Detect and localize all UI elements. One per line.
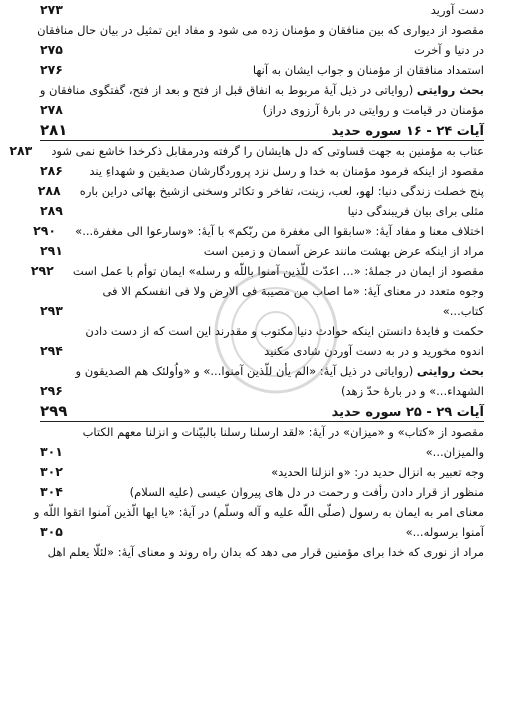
entry-body: آیات ۲۹ - ۲۵ سوره حدید xyxy=(331,405,484,420)
toc-entry xyxy=(40,422,484,442)
page-number: ۳۰۵ xyxy=(40,524,63,539)
page-number: ۲۸۱ xyxy=(40,121,68,139)
toc-entry xyxy=(40,40,484,60)
page-number: ۲۷۵ xyxy=(40,42,63,57)
entry-text xyxy=(82,381,484,401)
toc-entry xyxy=(40,201,484,221)
toc-entry xyxy=(37,181,484,201)
page-number: ۳۰۴ xyxy=(40,484,63,499)
entry-body: مؤمنان در قیامت و روایتی در بارهٔ آرزوی دراز) xyxy=(262,103,484,117)
toc-entry xyxy=(40,522,484,542)
entry-text xyxy=(51,141,484,161)
page-number: ۲۸۶ xyxy=(40,163,63,178)
entry-text xyxy=(48,542,484,562)
entry-text xyxy=(82,403,484,423)
entry-body: الشهداء...» و در بارهٔ حدّ زهد) xyxy=(341,384,484,398)
entry-body: حکمت و فایدهٔ دانستن اینکه حوادث دنیا مکتوب و مقدرند این است که از دست دادن xyxy=(85,324,484,338)
entry-body: وجه تعبیر به انزال حدید در: «و انزلنا الحدید» xyxy=(271,465,484,479)
toc-entry xyxy=(33,221,484,241)
section-heading xyxy=(40,401,484,422)
toc-entry xyxy=(40,321,484,341)
toc-entry xyxy=(40,482,484,502)
entry-text xyxy=(82,422,484,442)
entry-text xyxy=(82,201,484,221)
toc-entry xyxy=(40,462,484,482)
toc-entry xyxy=(40,281,484,301)
entry-text xyxy=(75,221,484,241)
entry-text xyxy=(82,301,484,321)
page-number: ۲۹۲ xyxy=(30,263,54,278)
toc-entry xyxy=(40,341,484,361)
page-number: ۲۸۸ xyxy=(37,183,61,198)
page-number: ۲۹۳ xyxy=(40,303,63,318)
toc-entry xyxy=(9,141,484,161)
entry-text xyxy=(82,462,484,482)
entry-body: آمنوا برسوله...» xyxy=(405,525,484,539)
entry-body: منظور از قرار دادن رأفت و رحمت در دل های پیروان عیسی (علیه السلام) xyxy=(129,485,484,499)
entry-body: مقصود از «کتاب» و «میزان» در آیهٔ: «لقد ارسلنا رسلنا بالبیّنات و انزلنا معهم الکتاب xyxy=(82,425,484,439)
toc-entry xyxy=(40,442,484,462)
entry-text xyxy=(82,482,484,502)
toc-entry xyxy=(40,301,484,321)
page-number: ۲۹۰ xyxy=(33,223,57,238)
entry-text xyxy=(82,442,484,462)
entry-body: مثلی برای بیان فریبندگی دنیا xyxy=(347,204,484,218)
entry-text xyxy=(82,341,484,361)
entry-text xyxy=(82,122,484,142)
toc-entry xyxy=(40,0,484,20)
entry-text xyxy=(73,261,484,281)
entry-body: (روایاتی در ذیل آیهٔ: «الم یأن للّذین آمنوا...» و «واُولئک هم الصدیقون و xyxy=(75,364,417,378)
toc-entry xyxy=(40,241,484,261)
page-number: ۲۹۶ xyxy=(40,383,63,398)
entry-body: وجوه متعدد در معنای آیهٔ: «ما اصاب من مصیبة فی الارض ولا فی انفسکم الا فی xyxy=(102,284,484,298)
entry-text xyxy=(82,522,484,542)
entry-lead: بحث روایتی xyxy=(416,83,484,97)
page-number: ۲۷۸ xyxy=(40,102,63,117)
entry-body: (روایاتی در ذیل آیهٔ مربوط به انفاق قبل از فتح و بعد از فتح، گفتگوی منافقان و xyxy=(39,83,417,97)
page-number: ۲۸۳ xyxy=(9,143,33,158)
entry-body: آیات ۲۴ - ۱۶ سوره حدید xyxy=(331,124,484,139)
entry-body: والمیزان...» xyxy=(425,445,484,459)
toc-entry xyxy=(33,502,484,522)
entry-body: مراد از نوری که خدا برای مؤمنین قرار می دهد که بدان راه روند و معنای آیهٔ: «لئلّا یعلم اهل xyxy=(47,545,484,559)
toc-entry xyxy=(37,20,484,40)
page-number: ۲۹۱ xyxy=(40,243,63,258)
entry-body: اندوه مخورید و در به دست آوردن شادی مکنید xyxy=(264,344,484,358)
toc-entry xyxy=(40,60,484,80)
entry-body: اختلاف معنا و مفاد آیهٔ: «سابقوا الی مغفرة من ربّکم» با آیهٔ: «وسارعوا الی مغفرة...» xyxy=(75,224,484,238)
entry-lead: بحث روایتی xyxy=(416,364,484,378)
entry-body: کتاب...» xyxy=(442,304,484,318)
entry-text xyxy=(34,502,484,522)
page-number: ۲۹۹ xyxy=(40,402,68,420)
entry-text xyxy=(82,241,484,261)
entry-body: مراد از اینکه عرض بهشت مانند عرض آسمان و زمین است xyxy=(203,244,484,258)
toc-entry xyxy=(40,542,484,562)
entry-body: دست آورید xyxy=(430,3,484,17)
entry-text xyxy=(80,181,484,201)
toc-list xyxy=(9,0,484,562)
page-number: ۲۸۹ xyxy=(40,203,63,218)
page-number: ۳۰۲ xyxy=(40,464,63,479)
entry-body: استمداد منافقان از مؤمنان و جواب ایشان به آنها xyxy=(252,63,484,77)
entry-text xyxy=(76,361,484,381)
entry-body: پنج خصلت زندگی دنیا: لهو، لعب، زینت، تفاخر و تکاثر وسخنی ازشیخ بهائی دراین باره xyxy=(79,184,484,198)
toc-entry xyxy=(30,261,484,281)
entry-text xyxy=(82,321,484,341)
entry-body: در دنیا و آخرت xyxy=(414,43,484,57)
page-number: ۲۹۴ xyxy=(40,343,63,358)
entry-text xyxy=(40,80,484,100)
entry-body: عتاب به مؤمنین به جهت قساوتی که دل هایشان را گرفته ودرمقابل ذکرخدا خاشع نمی شود xyxy=(51,144,484,158)
entry-text xyxy=(82,60,484,80)
entry-body: مقصود از دیواری که بین منافقان و مؤمنان زده می شود و مفاد این تمثیل در بیان حال منافقان xyxy=(37,23,484,37)
page-number: ۲۷۳ xyxy=(40,2,63,17)
page-number: ۳۰۱ xyxy=(40,444,63,459)
section-heading xyxy=(40,120,484,141)
entry-body: مقصود از اینکه فرمود مؤمنان به خدا و رسل نزد پروردگارشان صدیقین و شهداءِ یند xyxy=(89,164,484,178)
toc-entry xyxy=(40,381,484,401)
entry-text xyxy=(82,40,484,60)
toc-entry xyxy=(40,161,484,181)
entry-body: معنای امر به ایمان به رسول (صلّی اللّه علیه و آله وسلّم) در آیهٔ: «یا ایها الّذین آمنوا اتقوا اللّه و xyxy=(33,505,484,519)
entry-text xyxy=(37,20,484,40)
entry-text xyxy=(82,281,484,301)
entry-body: مقصود از ایمان در جملهٔ: «... اعدّت للّذین آمنوا باللّه و رسله» ایمان توأم با عمل است xyxy=(72,264,484,278)
toc-entry xyxy=(40,80,484,100)
entry-text xyxy=(82,100,484,120)
page-number: ۲۷۶ xyxy=(40,62,63,77)
entry-text xyxy=(82,161,484,181)
toc-entry xyxy=(40,100,484,120)
entry-text xyxy=(82,0,484,20)
toc-entry xyxy=(40,361,484,381)
